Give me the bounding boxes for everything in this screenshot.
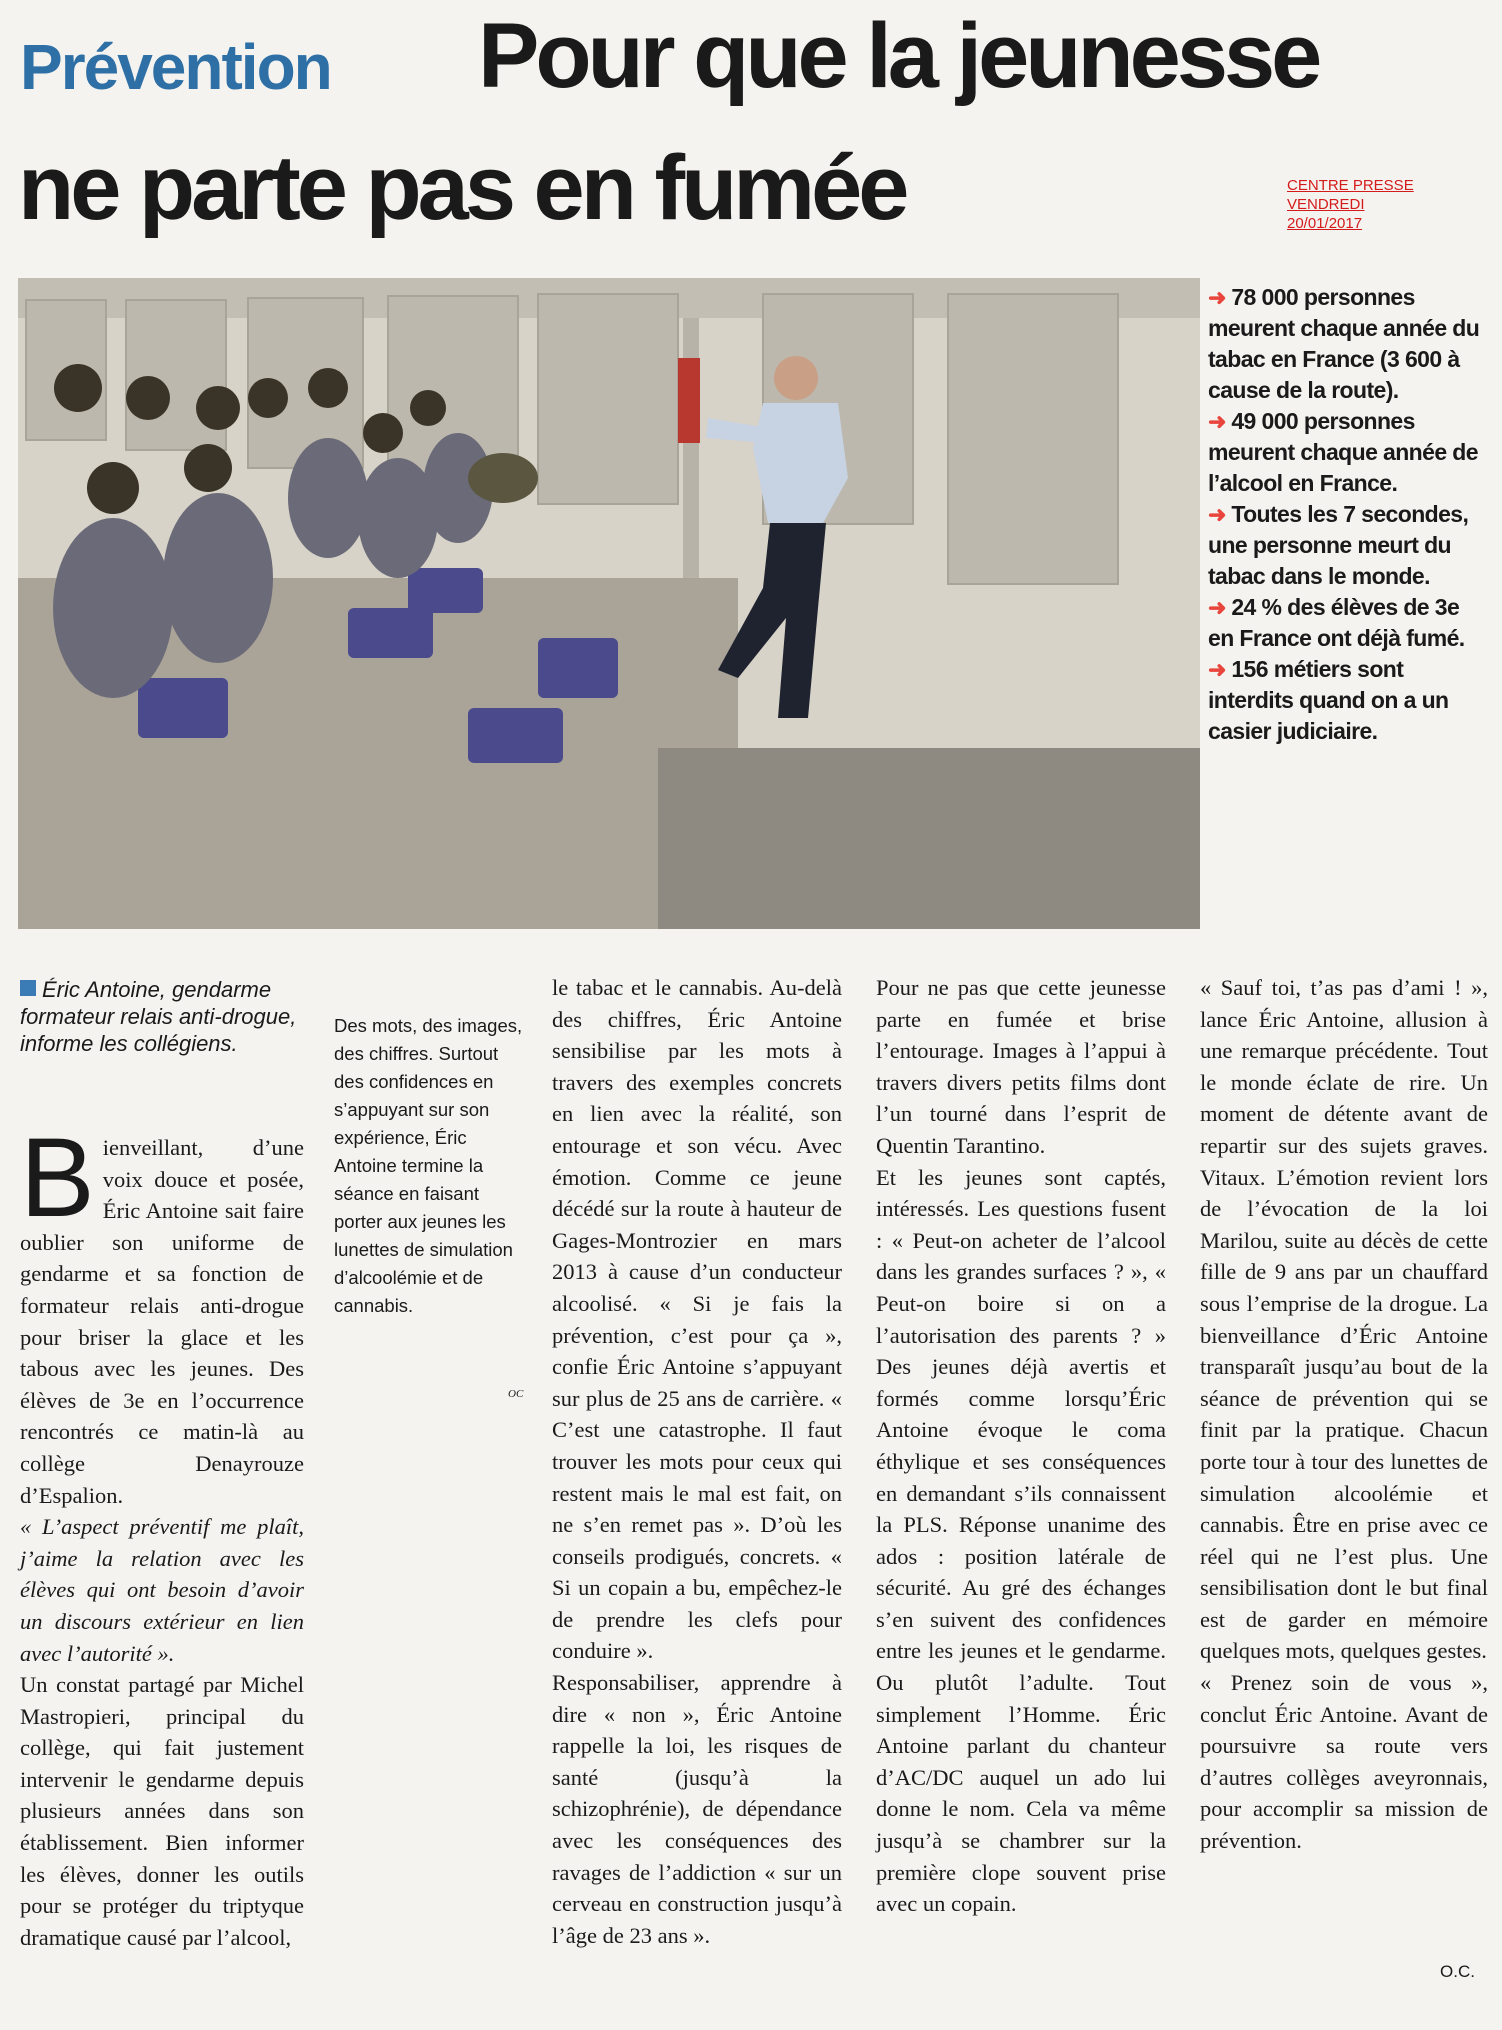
arrow-right-icon: ➜: [1208, 657, 1232, 682]
paragraph: le tabac et le cannabis. Au-delà des chiffres, Éric Antoine sensibilise par les mots à travers des exemples concrets en lien avec la réalité, son entourage et son vécu. Avec émotion. Comme ce jeune décédé sur la route à hauteur de Gages-Montrozier en mars 2013 à cause d’un conducteur alcoolisé. « Si je fais la prévention, c’est pour ça », confie Éric Antoine s’appuyant sur plus de 25 ans de carrière. « C’est une catastrophe. Il faut trouver les mots pour ceux qui restent mais le mal est fait, on ne s’en remet pas ». D’où les conseils prodigués, concrets. « Si un copain a bu, empêchez-le de prendre les clefs pour conduire ».: [552, 975, 842, 1664]
paragraph: Un constat partagé par Michel Mastropieri, principal du collège, qui fait justement intervenir le gendarme depuis plusieurs années dans son établissement. Bien informer les élèves, donner les outils pour se protéger du triptyque dramatique causé par l’alcool,: [20, 1672, 304, 1950]
stamp-line: VENDREDI: [1287, 196, 1365, 213]
key-figures-box: [1208, 282, 1488, 747]
fact-item: [1208, 499, 1488, 592]
paragraph: « Prenez soin de vous », conclut Éric Antoine. Avant de poursuivre sa route vers d’autres collèges aveyronnais, pour accomplir sa mission de prévention.: [1200, 1670, 1488, 1854]
fact-text: 156 métiers sont interdits quand on a un casier judiciaire.: [1208, 656, 1449, 744]
fact-text: Toutes les 7 secondes, une personne meurt du tabac dans le monde.: [1208, 501, 1469, 589]
article-photo: [18, 278, 1200, 929]
arrow-right-icon: ➜: [1208, 409, 1232, 434]
square-bullet-icon: [20, 980, 36, 996]
fact-item: [1208, 592, 1488, 654]
paragraph: Responsabiliser, apprendre à dire « non », Éric Antoine rappelle la loi, les risques de santé (jusqu’à la schizophrénie), de dépendance avec les conséquences des ravages de l’addiction « sur un cerveau en construction jusqu’à l’âge de 23 ans ».: [552, 1670, 842, 1948]
arrow-right-icon: ➜: [1208, 285, 1232, 310]
stamp-line: 20/01/2017: [1287, 215, 1363, 232]
article-column-2: [552, 972, 842, 1951]
drop-cap: B: [20, 1115, 95, 1240]
headline-line-2: ne parte pas en fumée: [18, 137, 906, 239]
quote-paragraph: « L’aspect préventif me plaît, j’aime la relation avec les élèves qui ont besoin d’avoir un discours extérieur en lien avec l’autorité ».: [20, 1514, 304, 1666]
paragraph: « Sauf toi, t’as pas d’ami ! », lance Éric Antoine, allusion à une remarque précédente. Tout le monde éclate de rire. Un moment de détente avant de repartir sur des sujets graves. Vitaux. L’émotion revient lors de l’évocation de la loi Marilou, suite au décès de cette fille de 9 ans par un chauffard sous l’emprise de la drogue. La bienveillance d’Éric Antoine transparaît jusqu’au bout de la séance de prévention qui se finit par la pratique. Chacun porte tour à tour des lunettes de simulation alcoolémie et cannabis. Être en prise avec ce réel qui ne l’est plus. Une sensibilisation dont le but final est de garder en mémoire quelques mots, quelques gestes.: [1200, 975, 1488, 1664]
sidebar-note: Des mots, des images, des chiffres. Surtout des confidences en s’appuyant sur son expérience, Éric Antoine termine la séance en faisant porter aux jeunes les lunettes de simulation d’alcoolémie et de cannabis.: [334, 1015, 523, 1316]
source-stamp: [1287, 176, 1414, 233]
paragraph: Pour ne pas que cette jeunesse parte en fumée et brise l’entourage. Images à l’appui à travers divers petits films dont l’un tourné dans l’esprit de Quentin Tarantino.: [876, 975, 1166, 1158]
stamp-line: CENTRE PRESSE: [1287, 177, 1414, 194]
photo-caption: [20, 976, 310, 1057]
arrow-right-icon: ➜: [1208, 595, 1232, 620]
article-column-3: [876, 972, 1166, 1920]
fact-text: 49 000 personnes meurent chaque année de l’alcool en France.: [1208, 408, 1478, 496]
fact-item: [1208, 406, 1488, 499]
article-column-1: [20, 1115, 304, 1953]
fact-text: 78 000 personnes meurent chaque année du tabac en France (3 600 à cause de la route).: [1208, 284, 1480, 403]
headline-line-1: Pour que la jeunesse: [478, 5, 1319, 107]
arrow-right-icon: ➜: [1208, 502, 1232, 527]
fact-text: 24 % des élèves de 3e en France ont déjà fumé.: [1208, 594, 1465, 651]
paragraph: Et les jeunes sont captés, intéressés. Les questions fusent : « Peut-on acheter de l’alcool dans les grandes surfaces ? », « Peut-on boire si on a l’autorisation des parents ? » Des jeunes déjà avertis et formés comme lorsqu’Éric Antoine évoque le coma éthylique et ses conséquences en demandant s’ils connaissent la PLS. Réponse unanime des ados : position latérale de sécurité. Au gré des échanges s’en suivent des confidences entre les jeunes et le gendarme. Ou plutôt l’adulte. Tout simplement l’Homme. Éric Antoine parlant du chanteur d’AC/DC auquel un ado lui donne le nom. Cela va même jusqu’à se chambrer sur la première clope souvent prise avec un copain.: [876, 1164, 1166, 1917]
article-column-4: [1200, 972, 1488, 1857]
caption-text: Éric Antoine, gendarme formateur relais anti-drogue, informe les collégiens.: [20, 977, 297, 1056]
section-kicker: Prévention: [20, 31, 331, 103]
sidebar-initials: OC: [508, 1388, 524, 1400]
fact-item: [1208, 282, 1488, 406]
author-signature: O.C.: [1440, 1962, 1475, 1981]
paragraph: ienveillant, d’une voix douce et posée, Éric Antoine sait faire oublier son uniforme de gendarme et sa fonction de formateur relais anti-drogue pour briser la glace et les tabous avec les jeunes. Des élèves de 3e en l’occurrence rencontrés ce matin-là au collège Denayrouze d’Espalion.: [20, 1135, 304, 1508]
fact-item: [1208, 654, 1488, 747]
